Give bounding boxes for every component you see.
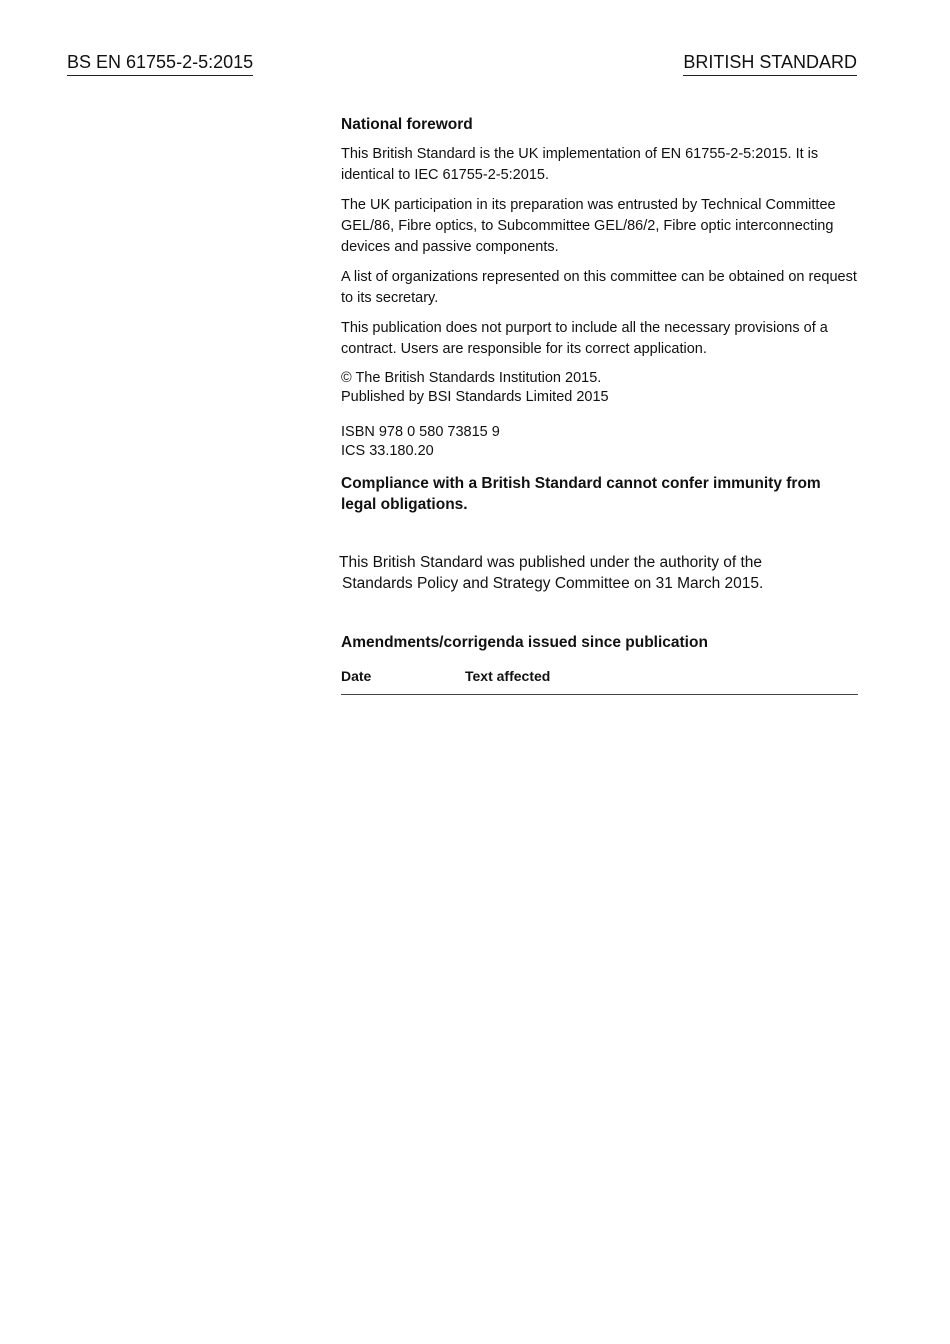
identifiers-block xyxy=(341,423,858,461)
amendments-title: Amendments/corrigenda issued since publication xyxy=(341,634,708,651)
column-header-date: Date xyxy=(341,668,372,684)
foreword-paragraph: This publication does not purport to include all the necessary provisions of a contract. Users are responsible for its correct application. xyxy=(341,320,828,357)
authority-line-1: This British Standard was published under the authority of the xyxy=(339,554,763,571)
authority-line-2: Standards Policy and Strategy Committee on 31 March 2015. xyxy=(342,575,764,592)
copyright-block xyxy=(341,369,858,407)
amendments-table-header xyxy=(341,666,858,695)
foreword-title: National foreword xyxy=(341,116,473,133)
foreword-paragraph: The UK participation in its preparation was entrusted by Technical Committee GEL/86, Fibre optics, to Subcommittee GEL/86/2, Fibre optic interconnecting devices and passive components. xyxy=(341,197,836,255)
isbn-line: ISBN 978 0 580 73815 9 xyxy=(341,424,500,440)
ics-line: ICS 33.180.20 xyxy=(341,443,434,459)
foreword-paragraph: This British Standard is the UK implementation of EN 61755-2-5:2015. It is identical to IEC 61755-2-5:2015. xyxy=(341,146,819,183)
authority-statement xyxy=(339,552,858,594)
compliance-statement: Compliance with a British Standard cannot confer immunity from legal obligations. xyxy=(341,475,821,513)
copyright-line: © The British Standards Institution 2015. xyxy=(341,370,602,386)
column-header-text-affected: Text affected xyxy=(465,668,551,684)
main-content xyxy=(341,114,858,695)
publisher-line: Published by BSI Standards Limited 2015 xyxy=(341,389,609,405)
standard-number: BS EN 61755-2-5:2015 xyxy=(67,50,253,76)
foreword-paragraph: A list of organizations represented on this committee can be obtained on request to its secretary. xyxy=(341,269,857,306)
standard-type: BRITISH STANDARD xyxy=(683,50,857,76)
